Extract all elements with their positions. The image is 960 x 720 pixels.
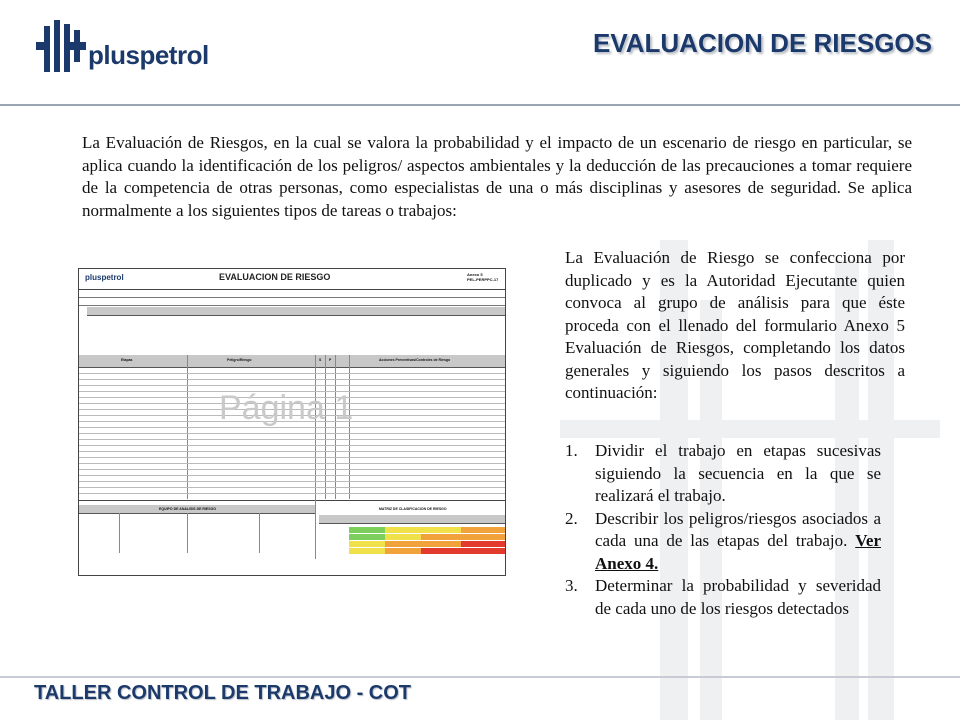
form-row [79, 499, 505, 501]
page-title: EVALUACION DE RIESGOS [592, 28, 932, 58]
annex-link[interactable]: Ver Anexo 4. [595, 531, 881, 573]
step-text: Describir los peligros/riesgos asociados a cada una de las etapas del trabajo. [595, 508, 881, 550]
matrix-cell [385, 541, 421, 547]
matrix-cell [421, 534, 461, 540]
matrix-cell [349, 548, 385, 554]
matrix-cell [421, 527, 461, 533]
logo-mark-icon [36, 20, 88, 76]
matrix-cell [461, 548, 505, 554]
matrix-label: MATRIZ DE CLASIFICACION DE RIESGO [379, 507, 447, 511]
step-number: 2. [565, 508, 578, 528]
list-item [565, 508, 881, 576]
form-title: EVALUACION DE RIESGO [219, 272, 331, 282]
table-row [79, 433, 505, 434]
col-etapas: Etapas [121, 358, 133, 362]
matrix-cell [461, 527, 505, 533]
analysis-team-label: EQUIPO DE ANALISIS DE RIESGO [159, 507, 217, 511]
matrix-cell [461, 534, 505, 540]
form-code-line1: Anexo 5 [467, 272, 483, 277]
column-divider [259, 513, 260, 553]
table-row [79, 487, 505, 488]
table-row [79, 469, 505, 470]
header-divider [0, 104, 960, 106]
form-header [79, 269, 505, 290]
table-row [79, 457, 505, 458]
form-code-line2: PEL-PERPPC-17 [467, 277, 499, 282]
company-logo [36, 20, 236, 80]
form-code [467, 272, 498, 282]
table-row [79, 475, 505, 476]
matrix-cell [421, 548, 461, 554]
participants-header [87, 307, 505, 316]
table-row [79, 373, 505, 374]
table-row [79, 463, 505, 464]
col-peligro: Peligro/Riesgo [227, 358, 252, 362]
list-item [565, 440, 881, 508]
column-divider [119, 513, 120, 553]
matrix-cell [349, 534, 385, 540]
table-row [79, 439, 505, 440]
footer-title: TALLER CONTROL DE TRABAJO - COT [34, 682, 412, 704]
matrix-cell [461, 541, 505, 547]
table-row [79, 445, 505, 446]
step-text: Dividir el trabajo en etapas sucesivas siguiendo la secuencia en la que se realizará el trabajo. [595, 441, 881, 505]
step-text: Determinar la probabilidad y severidad de cada uno de los riesgos detectados [595, 576, 881, 618]
table-row [79, 493, 505, 494]
footer-divider [0, 676, 960, 678]
matrix-cell [349, 541, 385, 547]
matrix-cell [349, 527, 385, 533]
matrix-cell [385, 534, 421, 540]
background-watermark-bar [560, 420, 940, 438]
column-divider [315, 499, 316, 559]
form-logo: pluspetrol [85, 273, 124, 282]
column-divider [187, 513, 188, 553]
intro-paragraph: La Evaluación de Riesgos, en la cual se valora la probabilidad y el impacto de un escenario de riesgo en particular, se aplica cuando la identificación de los peligros/ aspectos ambientales y la deducción de las precauciones a tomar requiere de la competencia de otras personas, como especialistas de una o más disciplinas y asesores de seguridad. Se aplica normalmente a los siguientes tipos de tareas o trabajos: [82, 133, 912, 220]
col-acciones: Acciones Preventivas/Controles de Riesgo [379, 358, 451, 362]
table-row [79, 451, 505, 452]
logo-text: pluspetrol [88, 40, 209, 70]
table-row [79, 379, 505, 380]
col-p: P [329, 358, 332, 362]
matrix-cell [385, 548, 421, 554]
step-number: 1. [565, 441, 578, 460]
matrix-header [319, 515, 505, 524]
risk-form-preview [78, 268, 506, 576]
matrix-cell [421, 541, 461, 547]
step-number: 3. [565, 576, 578, 595]
table-row [79, 385, 505, 386]
side-paragraph: La Evaluación de Riesgo se confecciona por duplicado y es la Autoridad Ejecutante quien convoca al grupo de análisis para que éste proceda con el llenado del formulario Anexo 5 Evaluación de Riesgos, completando los datos generales y siguiendo los pasos descritos a continuación: [565, 248, 905, 402]
steps-list [565, 440, 881, 620]
table-row [79, 481, 505, 482]
matrix-cell [385, 527, 421, 533]
page-watermark: Página 1 [219, 389, 354, 427]
col-s: S [319, 358, 322, 362]
list-item [565, 575, 881, 620]
